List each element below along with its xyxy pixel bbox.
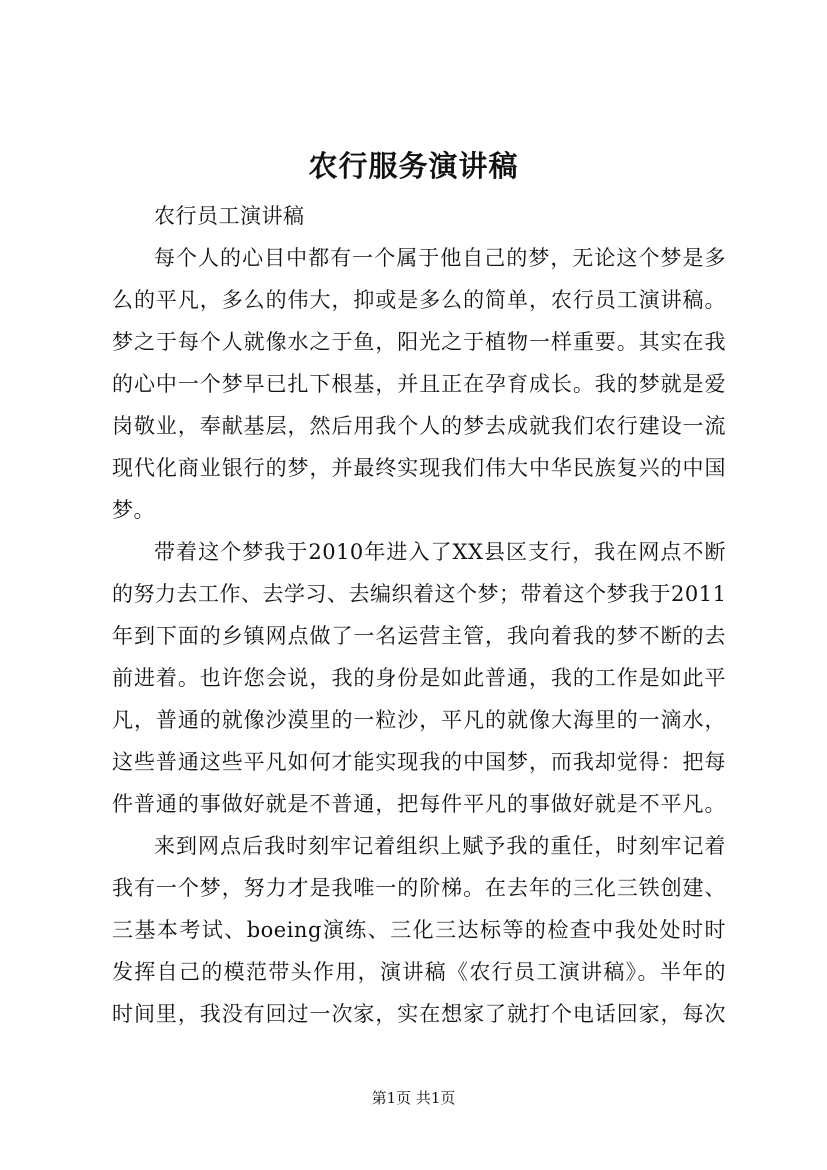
paragraph-line: 时间里，我没有回过一次家，实在想家了就打个电话回家，每次 bbox=[112, 1002, 726, 1026]
paragraph-line: 带着这个梦我于2010年进入了XX县区支行，我在网点不断 bbox=[154, 540, 726, 564]
paragraph-line: 的心中一个梦早已扎下根基，并且正在孕育成长。我的梦就是爱 bbox=[112, 372, 726, 396]
paragraph-line: 这些普通这些平凡如何才能实现我的中国梦，而我却觉得：把每 bbox=[112, 750, 726, 774]
paragraph-line: 梦之于每个人就像水之于鱼，阳光之于植物一样重要。其实在我 bbox=[112, 330, 726, 354]
paragraph-line: 每个人的心目中都有一个属于他自己的梦，无论这个梦是多 bbox=[154, 246, 726, 270]
document-subtitle: 农行员工演讲稿 bbox=[154, 204, 305, 228]
paragraph-line: 来到网点后我时刻牢记着组织上赋予我的重任，时刻牢记着 bbox=[154, 834, 726, 858]
paragraph-line: 年到下面的乡镇网点做了一名运营主管，我向着我的梦不断的去 bbox=[112, 624, 726, 648]
document-title: 农行服务演讲稿 bbox=[308, 149, 519, 183]
paragraph-line: 梦。 bbox=[112, 498, 155, 522]
paragraph-line: 现代化商业银行的梦，并最终实现我们伟大中华民族复兴的中国 bbox=[112, 456, 726, 480]
page-number-footer: 第1页 共1页 bbox=[371, 1089, 456, 1107]
paragraph-line: 三基本考试、boeing演练、三化三达标等的检查中我处处时时 bbox=[112, 918, 726, 942]
paragraph-line: 前进着。也许您会说，我的身份是如此普通，我的工作是如此平 bbox=[112, 666, 726, 690]
paragraph-line: 我有一个梦，努力才是我唯一的阶梯。在去年的三化三铁创建、 bbox=[112, 876, 726, 900]
paragraph-line: 件普通的事做好就是不普通，把每件平凡的事做好就是不平凡。 bbox=[112, 792, 726, 816]
paragraph-line: 发挥自己的模范带头作用，演讲稿《农行员工演讲稿》。半年的 bbox=[112, 960, 726, 984]
paragraph-line: 么的平凡，多么的伟大，抑或是多么的简单，农行员工演讲稿。 bbox=[112, 288, 726, 312]
paragraph-line: 凡，普通的就像沙漠里的一粒沙，平凡的就像大海里的一滴水， bbox=[112, 708, 726, 732]
paragraph-line: 岗敬业，奉献基层，然后用我个人的梦去成就我们农行建设一流 bbox=[112, 414, 726, 438]
paragraph-line: 的努力去工作、去学习、去编织着这个梦；带着这个梦我于2011 bbox=[112, 582, 727, 606]
